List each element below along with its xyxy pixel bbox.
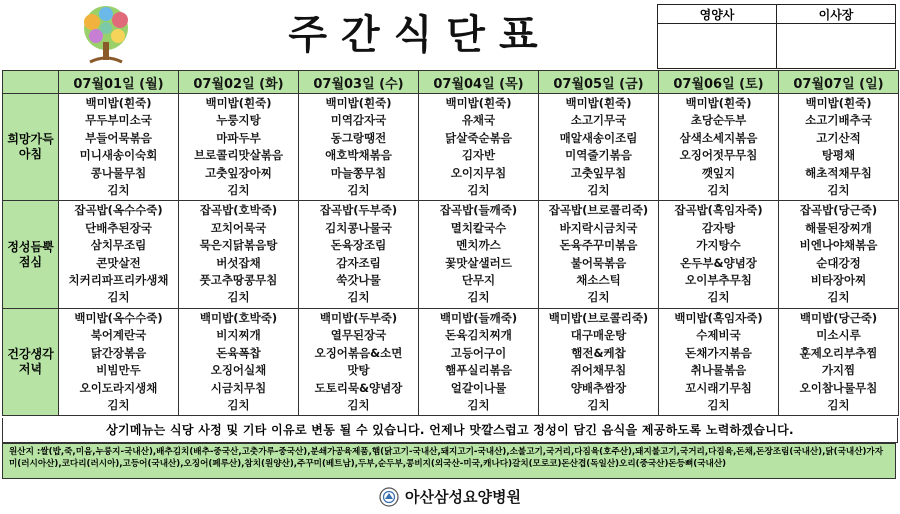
- menu-item: 백미밥(흰죽): [805, 96, 872, 110]
- meal-row: [3, 308, 899, 415]
- menu-item: 가지탕수: [696, 238, 741, 253]
- menu-item: 김치: [707, 290, 730, 305]
- menu-item: 김치: [347, 397, 370, 412]
- menu-item: 대구매운탕: [570, 328, 627, 343]
- menu-item: 돈육김치찌개: [445, 328, 512, 343]
- approval-label-dietitian: 영양사: [658, 5, 777, 24]
- hospital-name: 아산삼성요양병원: [405, 488, 521, 506]
- menu-item: 잡곡밥(브로콜리죽): [548, 203, 649, 218]
- menu-item: 잡곡밥(들깨죽): [439, 203, 518, 218]
- day-header: 07월04일 (목): [419, 71, 539, 94]
- menu-item: 김치: [587, 397, 610, 412]
- menu-item: 소고기배추국: [805, 113, 872, 128]
- menu-item: 오징어실채: [210, 363, 267, 378]
- menu-item: 묵은지닭볶음탕: [199, 238, 278, 253]
- menu-item: 오이참나물무침: [799, 380, 878, 395]
- menu-item: 김치: [827, 290, 850, 305]
- menu-cell: [539, 201, 659, 308]
- menu-item: 양배추쌈장: [570, 380, 627, 395]
- menu-cell: [299, 94, 419, 201]
- menu-cell: [539, 308, 659, 415]
- menu-cell: [419, 308, 539, 415]
- menu-item: 돈육주꾸미볶음: [559, 238, 638, 253]
- menu-item: 초당순두부: [690, 113, 747, 128]
- menu-item: 미역감자국: [330, 113, 387, 128]
- menu-item: 콩나물무침: [90, 165, 147, 180]
- menu-item: 얼갈이나물: [450, 380, 507, 395]
- menu-cell: [179, 308, 299, 415]
- menu-item: 백미밥(브로콜리죽): [548, 310, 649, 325]
- menu-item: 김치: [107, 290, 130, 305]
- corner-cell: [3, 71, 59, 94]
- menu-item: 김치: [467, 290, 490, 305]
- menu-item: 백미밥(두부죽): [319, 310, 398, 325]
- menu-item: 채소스틱: [576, 273, 621, 288]
- menu-item: 잡곡밥(흑임자죽): [674, 203, 763, 218]
- menu-item: 미소시루: [816, 328, 861, 343]
- menu-item: 김치: [827, 397, 850, 412]
- meal-label: 건강생각 저녁: [3, 308, 59, 415]
- menu-item: 햄푸실리볶음: [445, 363, 512, 378]
- menu-item: 취나물볶음: [690, 363, 747, 378]
- menu-item: 백미밥(흰죽): [325, 96, 392, 110]
- menu-item: 북어계란국: [90, 328, 147, 343]
- menu-item: 멸치칼국수: [450, 220, 507, 235]
- hospital-emblem-icon: [379, 487, 399, 507]
- menu-item: 백미밥(흰죽): [85, 96, 152, 110]
- menu-item: 김치: [107, 397, 130, 412]
- menu-item: 누룽지탕: [216, 113, 261, 128]
- menu-item: 꽃맛살샐러드: [445, 255, 512, 270]
- day-header: 07월02일 (화): [179, 71, 299, 94]
- menu-item: 멘치까스: [456, 238, 501, 253]
- approval-sign-dietitian: [658, 24, 777, 69]
- menu-item: 백미밥(당근죽): [799, 310, 878, 325]
- day-header-row: [3, 71, 899, 94]
- menu-item: 김치: [347, 290, 370, 305]
- menu-item: 온두부&양념장: [680, 255, 757, 270]
- menu-cell: [59, 201, 179, 308]
- menu-item: 풋고추땅콩무침: [199, 273, 278, 288]
- menu-item: 김치: [587, 290, 610, 305]
- menu-item: 잡곡밥(두부죽): [319, 203, 398, 218]
- menu-item: 치커리파프리카생채: [68, 273, 169, 288]
- menu-cell: [779, 308, 899, 415]
- meal-row: [3, 201, 899, 308]
- menu-item: 해물된장찌개: [805, 220, 872, 235]
- menu-item: 김치: [347, 183, 370, 198]
- menu-item: 동그랑땡전: [330, 130, 387, 145]
- menu-item: 삼치무조림: [90, 238, 147, 253]
- tree-logo-icon: [70, 4, 142, 66]
- menu-cell: [779, 201, 899, 308]
- menu-item: 김치: [707, 183, 730, 198]
- menu-item: 오이지무침: [450, 165, 507, 180]
- menu-cell: [659, 201, 779, 308]
- menu-cell: [299, 308, 419, 415]
- menu-item: 탕평채: [821, 148, 856, 163]
- menu-item: 가지찜: [821, 363, 856, 378]
- menu-item: 감자탕: [701, 220, 736, 235]
- menu-item: 쥐어채무침: [570, 363, 627, 378]
- menu-item: 잡곡밥(옥수수죽): [74, 203, 163, 218]
- meal-row: [3, 94, 899, 201]
- menu-item: 열무된장국: [330, 328, 387, 343]
- day-header: 07월01일 (월): [59, 71, 179, 94]
- menu-item: 김치: [227, 397, 250, 412]
- menu-item: 쑥갓나물: [336, 273, 381, 288]
- menu-item: 닭살죽순볶음: [445, 130, 512, 145]
- menu-item: 돈육폭찹: [216, 345, 261, 360]
- menu-item: 김치: [707, 397, 730, 412]
- menu-item: 백미밥(흑임자죽): [674, 310, 763, 325]
- menu-item: 유채국: [461, 113, 496, 128]
- notice-text: 상기메뉴는 식당 사정 및 기타 이유로 변동 될 수 있습니다. 언제나 맛깔스럽고 정성이 담긴 음식을 제공하도록 노력하겠습니다.: [2, 418, 898, 443]
- day-header: 07월03일 (수): [299, 71, 419, 94]
- menu-cell: [659, 94, 779, 201]
- menu-item: 바지락시금치국: [559, 220, 638, 235]
- menu-item: 고등어구이: [450, 345, 507, 360]
- menu-cell: [779, 94, 899, 201]
- menu-cell: [299, 201, 419, 308]
- page-title: 주간식단표: [288, 12, 552, 58]
- menu-item: 햄전&케찹: [571, 345, 626, 360]
- menu-item: 백미밥(흰죽): [205, 96, 272, 110]
- menu-item: 꼬시래기무침: [685, 380, 752, 395]
- hospital-brand: [379, 482, 521, 512]
- menu-item: 순대강정: [816, 255, 861, 270]
- menu-item: 김치: [107, 183, 130, 198]
- menu-item: 버섯잡채: [216, 255, 261, 270]
- menu-item: 비빔만두: [96, 363, 141, 378]
- menu-item: 백미밥(호박죽): [199, 310, 278, 325]
- menu-item: 훈제오리부추찜: [799, 345, 878, 360]
- menu-item: 단배추된장국: [85, 220, 152, 235]
- menu-item: 김치: [227, 183, 250, 198]
- menu-item: 돈채가지볶음: [685, 345, 752, 360]
- menu-item: 부들어묵볶음: [85, 130, 152, 145]
- menu-item: 비지찌개: [216, 328, 261, 343]
- menu-item: 김치: [467, 183, 490, 198]
- day-header: 07월05일 (금): [539, 71, 659, 94]
- menu-cell: [179, 201, 299, 308]
- footer: [0, 482, 900, 512]
- menu-item: 미니새송이숙회: [79, 148, 158, 163]
- menu-item: 삼색소세지볶음: [679, 130, 758, 145]
- menu-item: 꼬치어묵국: [210, 220, 267, 235]
- menu-cell: [539, 94, 659, 201]
- menu-item: 마파두부: [216, 130, 261, 145]
- menu-item: 백미밥(옥수수죽): [74, 310, 163, 325]
- menu-item: 오징어볶음&소면: [314, 345, 403, 360]
- menu-item: 잡곡밥(호박죽): [199, 203, 278, 218]
- menu-cell: [59, 308, 179, 415]
- weekly-menu-table: [2, 70, 899, 416]
- menu-item: 브로콜리맛살볶음: [194, 148, 283, 163]
- menu-item: 오이도라지생채: [79, 380, 158, 395]
- menu-item: 도토리묵&양념장: [314, 380, 403, 395]
- menu-item: 마늘쫑무침: [330, 165, 387, 180]
- menu-cell: [659, 308, 779, 415]
- menu-item: 고춧잎장아찌: [205, 165, 272, 180]
- menu-item: 소고기무국: [570, 113, 627, 128]
- menu-item: 백미밥(흰죽): [685, 96, 752, 110]
- menu-item: 감자조림: [336, 255, 381, 270]
- menu-item: 애호박채볶음: [325, 148, 392, 163]
- approval-label-director: 이사장: [777, 5, 896, 24]
- menu-item: 김치: [227, 290, 250, 305]
- menu-item: 김치: [587, 183, 610, 198]
- menu-item: 비타장아찌: [810, 273, 867, 288]
- menu-cell: [179, 94, 299, 201]
- menu-item: 김치콩나물국: [325, 220, 392, 235]
- menu-item: 돈육장조림: [330, 238, 387, 253]
- menu-item: 매알새송이조림: [559, 130, 638, 145]
- approval-sign-director: [777, 24, 896, 69]
- meal-label: 희망가득 아침: [3, 94, 59, 201]
- menu-item: 무두부미소국: [85, 113, 152, 128]
- menu-item: 고기산적: [816, 130, 861, 145]
- menu-item: 오이부추무침: [685, 273, 752, 288]
- menu-item: 깻잎지: [701, 165, 736, 180]
- menu-item: 잡곡밥(당근죽): [799, 203, 878, 218]
- meal-label: 정성듬뿍 점심: [3, 201, 59, 308]
- approval-box: [657, 4, 896, 69]
- day-header: 07월07일 (일): [779, 71, 899, 94]
- day-header: 07월06일 (토): [659, 71, 779, 94]
- menu-item: 미역줄기볶음: [565, 148, 632, 163]
- menu-item: 단무지: [461, 273, 496, 288]
- menu-cell: [419, 201, 539, 308]
- menu-item: 해초적채무침: [805, 165, 872, 180]
- menu-item: 수제비국: [696, 328, 741, 343]
- menu-item: 고춧잎무침: [570, 165, 627, 180]
- menu-item: 불어묵볶음: [570, 255, 627, 270]
- menu-item: 백미밥(들깨죽): [439, 310, 518, 325]
- origin-info: 원산지 :쌀(밥,죽,미음,누룽지-국내산),배추김치(배추-중국산,고춧가루-중국산),분쇄가공육제품,햄(닭고기-국내산,돼지고기-국내산),소불고기,국거리,다짐육(호주산),돼지불고기,국거리,다짐육,돈채,돈장조림(국내산),닭(국내산)가자미(러시아산),코다리(러시아),고등어(국내산),오징어(페루산),참치(원양산),주꾸미(베트남),두부,순두부,콩비지(외국산-미국,캐나다)갈치(모로코)돈산겹(독일산)오리(중국산)돈등뼈(국내산): [2, 443, 896, 479]
- menu-item: 맛탕: [347, 363, 370, 378]
- menu-item: 백미밥(흰죽): [565, 96, 632, 110]
- menu-item: 비엔나야채볶음: [799, 238, 878, 253]
- menu-cell: [419, 94, 539, 201]
- header: [0, 0, 900, 70]
- menu-item: 김치: [827, 183, 850, 198]
- menu-item: 닭간장볶음: [90, 345, 147, 360]
- menu-item: 콘맛살전: [96, 255, 141, 270]
- menu-item: 시금치무침: [210, 380, 267, 395]
- menu-item: 오징어젓무무침: [679, 148, 758, 163]
- menu-cell: [59, 94, 179, 201]
- menu-item: 백미밥(흰죽): [445, 96, 512, 110]
- menu-item: 김치: [467, 397, 490, 412]
- menu-item: 김자반: [461, 148, 496, 163]
